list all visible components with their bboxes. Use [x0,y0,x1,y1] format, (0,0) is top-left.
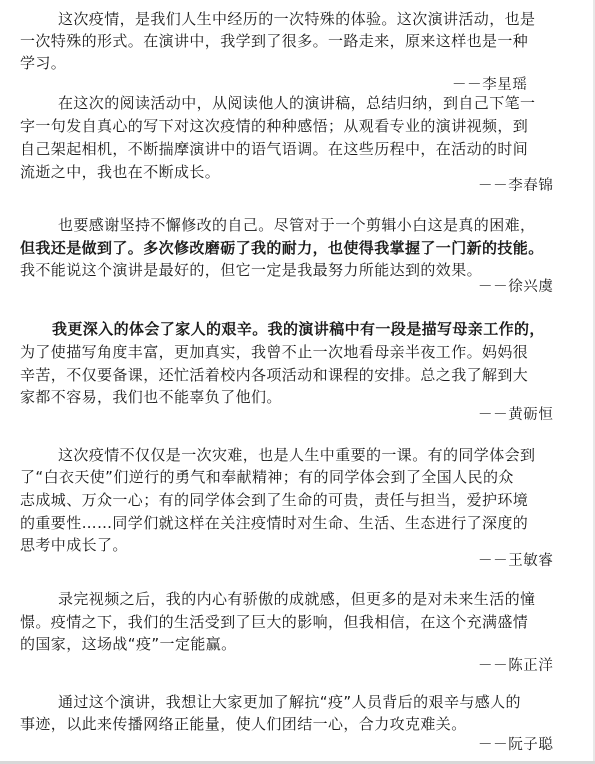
paragraph-line: 字一句发自真心的写下对这次疫情的种种感悟；从观看专业的演讲视频，到 [20,117,529,135]
paragraph-line: 录完视频之后，我的内心有骄傲的成就感，但更多的是对未来生活的憧 [58,590,536,608]
paragraph-line: 通过这个演讲，我想让大家更加了解抗“疫”人员背后的艰辛与感人的 [58,693,521,711]
paragraph-line: 我不能说这个演讲是最好的，但它一定是我最努力所能达到的效果。 [20,261,483,279]
author-signature: －－李星瑶 [452,77,528,93]
paragraph-line: 但我还是做到了。多次修改磨砺了我的耐力，也使得我掌握了一门新的技能。 [20,239,544,257]
paragraph-line: 思考中成长了。 [20,536,128,554]
paragraph-line: 我更深入的体会了家人的艰辛。我的演讲稿中有一段是描写母亲工作的， [52,320,545,338]
author-signature: －－王敏睿 [478,553,554,569]
paragraph-line: 家都不容易，我们也不能辜负了他们。 [20,388,282,406]
paragraph-line: 的国家，这场战“疫”一定能赢。 [20,635,237,653]
author-signature: －－阮子聪 [478,737,554,753]
paragraph-line: 也要感谢坚持不懈修改的自己。尽管对于一个剪辑小白这是真的困难， [58,216,536,234]
author-signature: －－黄砺恒 [478,407,554,423]
author-signature: －－徐兴虞 [478,279,554,295]
paragraph-line: 在这次的阅读活动中，从阅读他人的演讲稿，总结归纳，到自己下笔一 [58,94,536,112]
paragraph-line: 憬。疫情之下，我们的生活受到了巨大的影响，但我相信，在这个充满盛情 [20,613,529,631]
paragraph-line: 为了使描写角度丰富，更加真实，我曾不止一次地看母亲半夜工作。妈妈很 [20,343,529,361]
paragraph-line: 一次特殊的形式。在演讲中，我学到了很多。一路走来，原来这样也是一种 [20,32,529,50]
paragraph-line: 志成城、万众一心；有的同学体会到了生命的可贵，责任与担当，爱护环境 [20,491,529,509]
author-signature: －－陈正洋 [478,658,554,674]
paragraph-line: 这次疫情不仅仅是一次灾难，也是人生中重要的一课。有的同学体会到 [58,446,536,464]
paragraph-line: 流逝之中，我也在不断成长。 [20,163,221,181]
paragraph-line: 学习。 [20,54,67,72]
paragraph-line: 的重要性……同学们就这样在关注疫情时对生命、生活、生态进行了深度的 [20,514,529,532]
paragraph-line: 这次疫情，是我们人生中经历的一次特殊的体验。这次演讲活动，也是 [58,10,536,28]
paragraph-line: 辛苦，不仅要备课，还忙活着校内各项活动和课程的安排。总之我了解到大 [20,366,529,384]
paragraph-line: 自己架起相机，不断揣摩演讲中的语气语调。在这些历程中，在活动的时间 [20,140,529,158]
paragraph-line: 事迹，以此来传播网络正能量，使人们团结一心，合力攻克难关。 [20,715,467,733]
author-signature: －－李春锦 [478,178,554,194]
paragraph-line: 了“白衣天使”们逆行的勇气和奉献精神；有的同学体会到了全国人民的众 [20,468,514,486]
